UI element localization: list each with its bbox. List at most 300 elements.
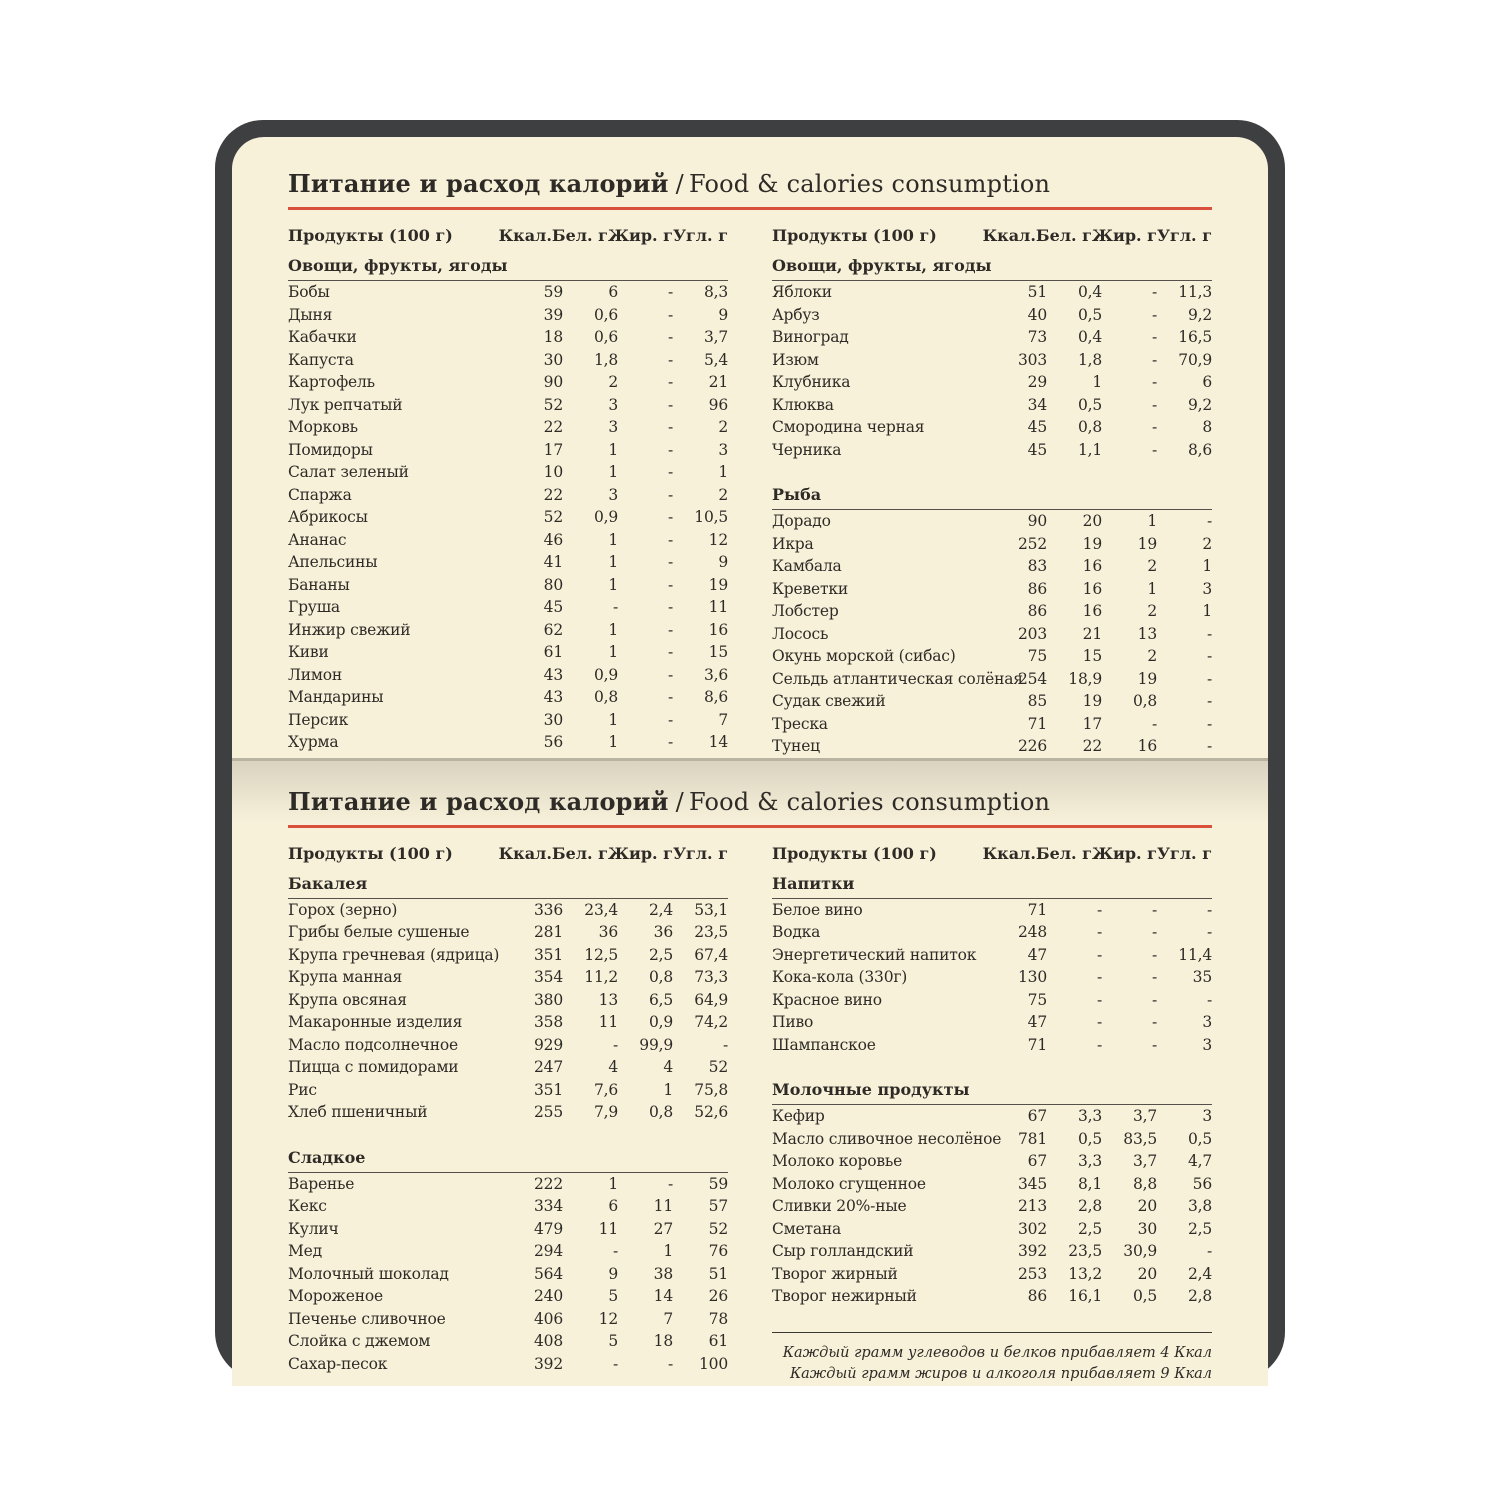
fat-cell: - <box>667 598 673 616</box>
carb-cell: 2,4 <box>1187 1264 1212 1283</box>
food-name-cell: Апельсины <box>288 553 378 571</box>
protein-cell: 0,9 <box>593 665 618 684</box>
header-cell-protein: Бел. г <box>551 226 608 245</box>
protein-cell: 16,1 <box>1068 1287 1102 1305</box>
kcal-cell: 281 <box>534 923 563 941</box>
food-row <box>772 394 1212 417</box>
carb-cell: 11,4 <box>1178 945 1212 964</box>
food-row <box>772 1034 1212 1057</box>
protein-cell: 12,5 <box>584 945 618 964</box>
carb-cell: 3 <box>718 440 728 459</box>
carb-cell: 9 <box>718 305 728 324</box>
kcal-cell: 56 <box>543 733 563 751</box>
carb-cell: 74,2 <box>694 1013 728 1031</box>
food-name-cell: Сметана <box>772 1219 842 1238</box>
kcal-cell: 90 <box>1027 512 1047 530</box>
food-row <box>288 1218 728 1241</box>
protein-cell: 1,1 <box>1077 440 1102 459</box>
section-title: Овощи, фрукты, ягоды <box>288 255 728 281</box>
food-row <box>288 1056 728 1079</box>
carb-cell: 2,5 <box>1187 1219 1212 1238</box>
fat-cell: 4 <box>663 1058 673 1076</box>
kcal-cell: 22 <box>543 418 563 436</box>
kcal-cell: 222 <box>534 1174 563 1193</box>
food-row <box>288 1101 728 1124</box>
fat-cell: 2,5 <box>648 945 673 964</box>
carb-cell: - <box>1206 692 1212 710</box>
kcal-cell: 75 <box>1027 647 1047 665</box>
protein-cell: 6 <box>608 283 618 301</box>
food-name-cell: Треска <box>772 714 828 733</box>
carb-cell: 0,5 <box>1187 1129 1212 1148</box>
kcal-cell: 71 <box>1027 900 1047 919</box>
food-row <box>772 600 1212 623</box>
carb-cell: 8,3 <box>703 283 728 301</box>
food-row <box>772 1173 1212 1196</box>
food-row <box>288 731 728 754</box>
fat-cell: 36 <box>653 923 673 941</box>
carb-cell: - <box>722 1035 728 1054</box>
food-name-cell: Сыр голландский <box>772 1242 914 1260</box>
kcal-cell: 213 <box>1018 1197 1047 1215</box>
food-row <box>288 686 728 709</box>
food-name-cell: Киви <box>288 643 329 661</box>
food-row <box>288 1240 728 1263</box>
carb-cell: 53,1 <box>694 900 728 919</box>
fat-cell: - <box>1151 395 1157 414</box>
notebook-pages <box>232 137 1268 1382</box>
carb-cell: 1 <box>718 463 728 481</box>
food-row <box>772 989 1212 1012</box>
kcal-cell: 254 <box>1018 669 1047 688</box>
food-name-cell: Лимон <box>288 665 342 684</box>
header-cell-protein: Бел. г <box>1035 843 1092 863</box>
carb-cell: 11,3 <box>1178 283 1212 301</box>
kcal-cell: 67 <box>1027 1107 1047 1125</box>
carb-cell: - <box>1206 923 1212 941</box>
fat-cell: - <box>667 508 673 526</box>
protein-cell: - <box>612 598 618 616</box>
kcal-cell: 17 <box>543 440 563 459</box>
fat-cell: - <box>667 373 673 391</box>
header-cell-carb: Угл. г <box>1156 226 1212 245</box>
table-column-right <box>772 223 1212 758</box>
food-row <box>288 326 728 349</box>
food-row <box>288 989 728 1012</box>
carb-cell: - <box>1206 1242 1212 1260</box>
food-name-cell: Кабачки <box>288 328 357 346</box>
fat-cell: 19 <box>1137 669 1157 688</box>
kcal-cell: 41 <box>543 553 563 571</box>
carb-cell: 5,4 <box>703 350 728 369</box>
header-cell-product: Продукты (100 г) <box>772 843 937 863</box>
fat-cell: - <box>1151 418 1157 436</box>
header-cell-product: Продукты (100 г) <box>288 843 453 863</box>
carb-cell: 3,7 <box>703 328 728 346</box>
kcal-cell: 302 <box>1018 1219 1047 1238</box>
food-row <box>288 349 728 372</box>
food-row <box>288 416 728 439</box>
carb-cell: 73,3 <box>694 968 728 986</box>
carb-cell: 96 <box>708 395 728 414</box>
food-name-cell: Творог жирный <box>772 1264 898 1283</box>
food-row <box>772 326 1212 349</box>
carb-cell: 14 <box>708 733 728 751</box>
kcal-cell: 83 <box>1027 557 1047 575</box>
food-row <box>772 944 1212 967</box>
fat-cell: 3,7 <box>1132 1107 1157 1125</box>
carb-cell: 61 <box>708 1332 728 1350</box>
food-name-cell: Камбала <box>772 557 842 575</box>
food-row <box>772 304 1212 327</box>
table-header-row <box>772 841 1212 869</box>
protein-cell: 3 <box>608 395 618 414</box>
carb-cell: - <box>1206 900 1212 919</box>
fat-cell: - <box>667 553 673 571</box>
protein-cell: 13,2 <box>1068 1264 1102 1283</box>
header-cell-fat: Жир. г <box>607 226 673 245</box>
food-name-cell: Креветки <box>772 579 848 598</box>
food-name-cell: Инжир свежий <box>288 620 411 639</box>
carb-cell: 78 <box>708 1309 728 1328</box>
protein-cell: 36 <box>598 923 618 941</box>
kcal-cell: 303 <box>1018 350 1047 369</box>
protein-cell: 3,3 <box>1077 1107 1102 1125</box>
kcal-cell: 73 <box>1027 328 1047 346</box>
food-row <box>772 510 1212 533</box>
food-row <box>288 1195 728 1218</box>
carb-cell: 56 <box>1192 1174 1212 1193</box>
section-title: Овощи, фрукты, ягоды <box>772 255 1212 281</box>
protein-cell: 20 <box>1082 512 1102 530</box>
protein-cell: 17 <box>1082 714 1102 733</box>
kcal-cell: 354 <box>534 968 563 986</box>
protein-cell: 7,6 <box>593 1080 618 1099</box>
table-columns <box>288 841 1212 1386</box>
food-name-cell: Спаржа <box>288 485 352 504</box>
carb-cell: 12 <box>708 530 728 549</box>
kcal-cell: 406 <box>534 1309 563 1328</box>
carb-cell: 9 <box>718 553 728 571</box>
protein-cell: - <box>612 1035 618 1054</box>
food-name-cell: Молочный шоколад <box>288 1264 449 1283</box>
food-name-cell: Слойка с джемом <box>288 1332 431 1350</box>
protein-cell: 12 <box>598 1309 618 1328</box>
kcal-cell: 929 <box>534 1035 563 1054</box>
carb-cell: 3 <box>1202 1035 1212 1054</box>
protein-cell: 0,6 <box>593 328 618 346</box>
food-name-cell: Капуста <box>288 350 354 369</box>
header-cell-fat: Жир. г <box>1091 843 1157 863</box>
fat-cell: - <box>1151 968 1157 986</box>
food-row <box>772 281 1212 304</box>
fat-cell: 1 <box>663 1242 673 1260</box>
food-name-cell: Кефир <box>772 1107 825 1125</box>
food-name-cell: Картофель <box>288 373 375 391</box>
kcal-cell: 59 <box>543 283 563 301</box>
fat-cell: - <box>667 418 673 436</box>
carb-cell: 10,5 <box>694 508 728 526</box>
table-column-left <box>288 841 728 1386</box>
protein-cell: 18,9 <box>1068 669 1102 688</box>
food-name-cell: Дорадо <box>772 512 831 530</box>
food-row <box>288 439 728 462</box>
fat-cell: 19 <box>1137 534 1157 553</box>
fat-cell: 0,9 <box>648 1013 673 1031</box>
food-row <box>772 668 1212 691</box>
carb-cell: 3 <box>1202 579 1212 598</box>
carb-cell: 3 <box>1202 1013 1212 1031</box>
kcal-cell: 10 <box>543 463 563 481</box>
food-name-cell: Сахар-песок <box>288 1354 388 1373</box>
carb-cell: 8,6 <box>703 688 728 706</box>
protein-cell: 0,5 <box>1077 395 1102 414</box>
kcal-cell: 392 <box>534 1354 563 1373</box>
food-name-cell: Молоко сгущенное <box>772 1174 926 1193</box>
food-name-cell: Мед <box>288 1242 322 1260</box>
header-cell-fat: Жир. г <box>607 843 673 863</box>
protein-cell: - <box>612 1354 618 1373</box>
food-row <box>772 690 1212 713</box>
title-red-rule <box>288 207 1212 210</box>
carb-cell: 8,6 <box>1187 440 1212 459</box>
fat-cell: - <box>667 1354 673 1373</box>
fat-cell: - <box>667 463 673 481</box>
food-name-cell: Изюм <box>772 350 819 369</box>
food-row <box>772 645 1212 668</box>
fat-cell: - <box>667 395 673 414</box>
section-title: Сладкое <box>288 1147 728 1173</box>
kcal-cell: 130 <box>1018 968 1047 986</box>
food-row <box>288 619 728 642</box>
carb-cell: 8 <box>1202 418 1212 436</box>
page-title-separator: / <box>675 787 684 816</box>
carb-cell: 52 <box>708 1219 728 1238</box>
footnote-line: Каждый грамм жиров и алкоголя прибавляет 9 Ккал <box>789 1366 1212 1382</box>
protein-cell: 23,4 <box>584 900 618 919</box>
header-cell-fat: Жир. г <box>1091 226 1157 245</box>
fat-cell: 0,5 <box>1132 1287 1157 1305</box>
kcal-cell: 45 <box>1027 418 1047 436</box>
food-name-cell: Лук репчатый <box>288 395 403 414</box>
protein-cell: 2,5 <box>1077 1219 1102 1238</box>
page-title-separator: / <box>675 170 684 198</box>
kcal-cell: 45 <box>543 598 563 616</box>
page-title-ru: Питание и расход калорий <box>288 169 669 198</box>
carb-cell: 76 <box>708 1242 728 1260</box>
fat-cell: - <box>1151 945 1157 964</box>
fat-cell: 30,9 <box>1123 1242 1157 1260</box>
protein-cell: 1 <box>608 710 618 729</box>
food-name-cell: Дыня <box>288 305 333 324</box>
fat-cell: - <box>667 350 673 369</box>
protein-cell: - <box>612 1242 618 1260</box>
protein-cell: 11 <box>598 1013 618 1031</box>
kcal-cell: 380 <box>534 990 563 1009</box>
food-row <box>772 1218 1212 1241</box>
footnote-line: Каждый грамм углеводов и белков прибавляет 4 Ккал <box>782 1344 1212 1361</box>
page-title <box>288 169 1212 199</box>
protein-cell: - <box>1096 900 1102 919</box>
food-name-cell: Кулич <box>288 1219 339 1238</box>
page-title-en: Food & calories consumption <box>688 170 1051 198</box>
protein-cell: 16 <box>1082 579 1102 598</box>
protein-cell: 1,8 <box>593 350 618 369</box>
kcal-cell: 479 <box>534 1219 563 1238</box>
food-row <box>288 1079 728 1102</box>
food-row <box>772 416 1212 439</box>
food-name-cell: Тунец <box>772 737 820 755</box>
fat-cell: 1 <box>663 1080 673 1099</box>
protein-cell: - <box>1096 1013 1102 1031</box>
fat-cell: - <box>667 328 673 346</box>
food-row <box>772 1195 1212 1218</box>
food-row <box>288 574 728 597</box>
carb-cell: 21 <box>708 373 728 391</box>
carb-cell: - <box>1206 669 1212 688</box>
section-title: Бакалея <box>288 873 728 899</box>
carb-cell: - <box>1206 714 1212 733</box>
protein-cell: 3 <box>608 418 618 436</box>
fat-cell: 2,4 <box>648 900 673 919</box>
food-name-cell: Мандарины <box>288 688 384 706</box>
protein-cell: 1 <box>608 733 618 751</box>
protein-cell: 0,6 <box>593 305 618 324</box>
food-name-cell: Кока-кола (330г) <box>772 968 908 986</box>
protein-cell: 23,5 <box>1068 1242 1102 1260</box>
carb-cell: 3,6 <box>703 665 728 684</box>
food-name-cell: Окунь морской (сибас) <box>772 647 956 665</box>
protein-cell: 1 <box>608 620 618 639</box>
kcal-cell: 34 <box>1027 395 1047 414</box>
carb-cell: 64,9 <box>694 990 728 1009</box>
fat-cell: 2 <box>1147 557 1157 575</box>
table-column-right <box>772 841 1212 1386</box>
fat-cell: 1 <box>1147 579 1157 598</box>
protein-cell: - <box>1096 1035 1102 1054</box>
food-name-cell: Крупа гречневая (ядрица) <box>288 945 500 964</box>
kcal-cell: 71 <box>1027 1035 1047 1054</box>
fat-cell: - <box>1151 1013 1157 1031</box>
header-cell-product: Продукты (100 г) <box>288 226 453 245</box>
page-bottom <box>232 761 1268 1386</box>
protein-cell: - <box>1096 990 1102 1009</box>
kcal-cell: 29 <box>1027 373 1047 391</box>
fat-cell: 1 <box>1147 512 1157 530</box>
carb-cell: 67,4 <box>694 945 728 964</box>
food-name-cell: Сливки 20%-ные <box>772 1197 907 1215</box>
food-row <box>288 921 728 944</box>
food-name-cell: Персик <box>288 710 349 729</box>
header-cell-protein: Бел. г <box>551 843 608 863</box>
protein-cell: 19 <box>1082 534 1102 553</box>
fat-cell: 0,8 <box>648 968 673 986</box>
protein-cell: 0,5 <box>1077 305 1102 324</box>
kcal-cell: 351 <box>534 1080 563 1099</box>
carb-cell: 26 <box>708 1287 728 1305</box>
page-top <box>232 137 1268 758</box>
fat-cell: 14 <box>653 1287 673 1305</box>
kcal-cell: 85 <box>1027 692 1047 710</box>
food-name-cell: Яблоки <box>772 283 832 301</box>
fat-cell: 7 <box>663 1309 673 1328</box>
fat-cell: - <box>1151 1035 1157 1054</box>
food-row <box>772 371 1212 394</box>
carb-cell: 2 <box>718 418 728 436</box>
food-name-cell: Мороженое <box>288 1287 383 1305</box>
food-row <box>772 623 1212 646</box>
food-row <box>772 921 1212 944</box>
kcal-cell: 80 <box>543 575 563 594</box>
carb-cell: 2 <box>718 485 728 504</box>
protein-cell: 8,1 <box>1077 1174 1102 1193</box>
table-header-row <box>288 223 728 251</box>
food-row <box>288 899 728 922</box>
food-name-cell: Абрикосы <box>288 508 368 526</box>
carb-cell: 2,8 <box>1187 1287 1212 1305</box>
protein-cell: 2 <box>608 373 618 391</box>
food-name-cell: Масло сливочное несолёное <box>772 1129 1002 1148</box>
protein-cell: 0,4 <box>1077 328 1102 346</box>
fat-cell: - <box>1151 900 1157 919</box>
food-name-cell: Хлеб пшеничный <box>288 1103 428 1121</box>
kcal-cell: 334 <box>534 1197 563 1215</box>
food-name-cell: Горох (зерно) <box>288 900 398 919</box>
kcal-cell: 30 <box>543 350 563 369</box>
fat-cell: - <box>1151 714 1157 733</box>
fat-cell: - <box>667 440 673 459</box>
kcal-cell: 358 <box>534 1013 563 1031</box>
food-row <box>288 1285 728 1308</box>
title-red-rule <box>288 825 1212 828</box>
protein-cell: 1 <box>608 530 618 549</box>
food-name-cell: Клубника <box>772 373 851 391</box>
food-name-cell: Клюква <box>772 395 834 414</box>
food-name-cell: Помидоры <box>288 440 373 459</box>
food-name-cell: Макаронные изделия <box>288 1013 463 1031</box>
protein-cell: 1,8 <box>1077 350 1102 369</box>
kcal-cell: 86 <box>1027 602 1047 620</box>
protein-cell: 7,9 <box>593 1103 618 1121</box>
food-row <box>772 966 1212 989</box>
kcal-cell: 62 <box>543 620 563 639</box>
carb-cell: 75,8 <box>694 1080 728 1099</box>
food-name-cell: Арбуз <box>772 305 820 324</box>
table-header-row <box>772 223 1212 251</box>
food-name-cell: Белое вино <box>772 900 863 919</box>
kcal-cell: 52 <box>543 395 563 414</box>
kcal-cell: 351 <box>534 945 563 964</box>
protein-cell: 11,2 <box>584 968 618 986</box>
food-name-cell: Крупа манная <box>288 968 403 986</box>
food-row <box>288 461 728 484</box>
food-name-cell: Водка <box>772 923 821 941</box>
carb-cell: 3,8 <box>1187 1197 1212 1215</box>
protein-cell: 4 <box>608 1058 618 1076</box>
food-row <box>772 1105 1212 1128</box>
protein-cell: 0,9 <box>593 508 618 526</box>
food-name-cell: Судак свежий <box>772 692 886 710</box>
fat-cell: - <box>667 283 673 301</box>
kcal-cell: 255 <box>534 1103 563 1121</box>
protein-cell: 3 <box>608 485 618 504</box>
kcal-cell: 248 <box>1018 923 1047 941</box>
fat-cell: 8,8 <box>1132 1174 1157 1193</box>
food-row <box>288 664 728 687</box>
header-cell-carb: Угл. г <box>1156 843 1212 863</box>
food-row <box>772 533 1212 556</box>
food-row <box>288 371 728 394</box>
